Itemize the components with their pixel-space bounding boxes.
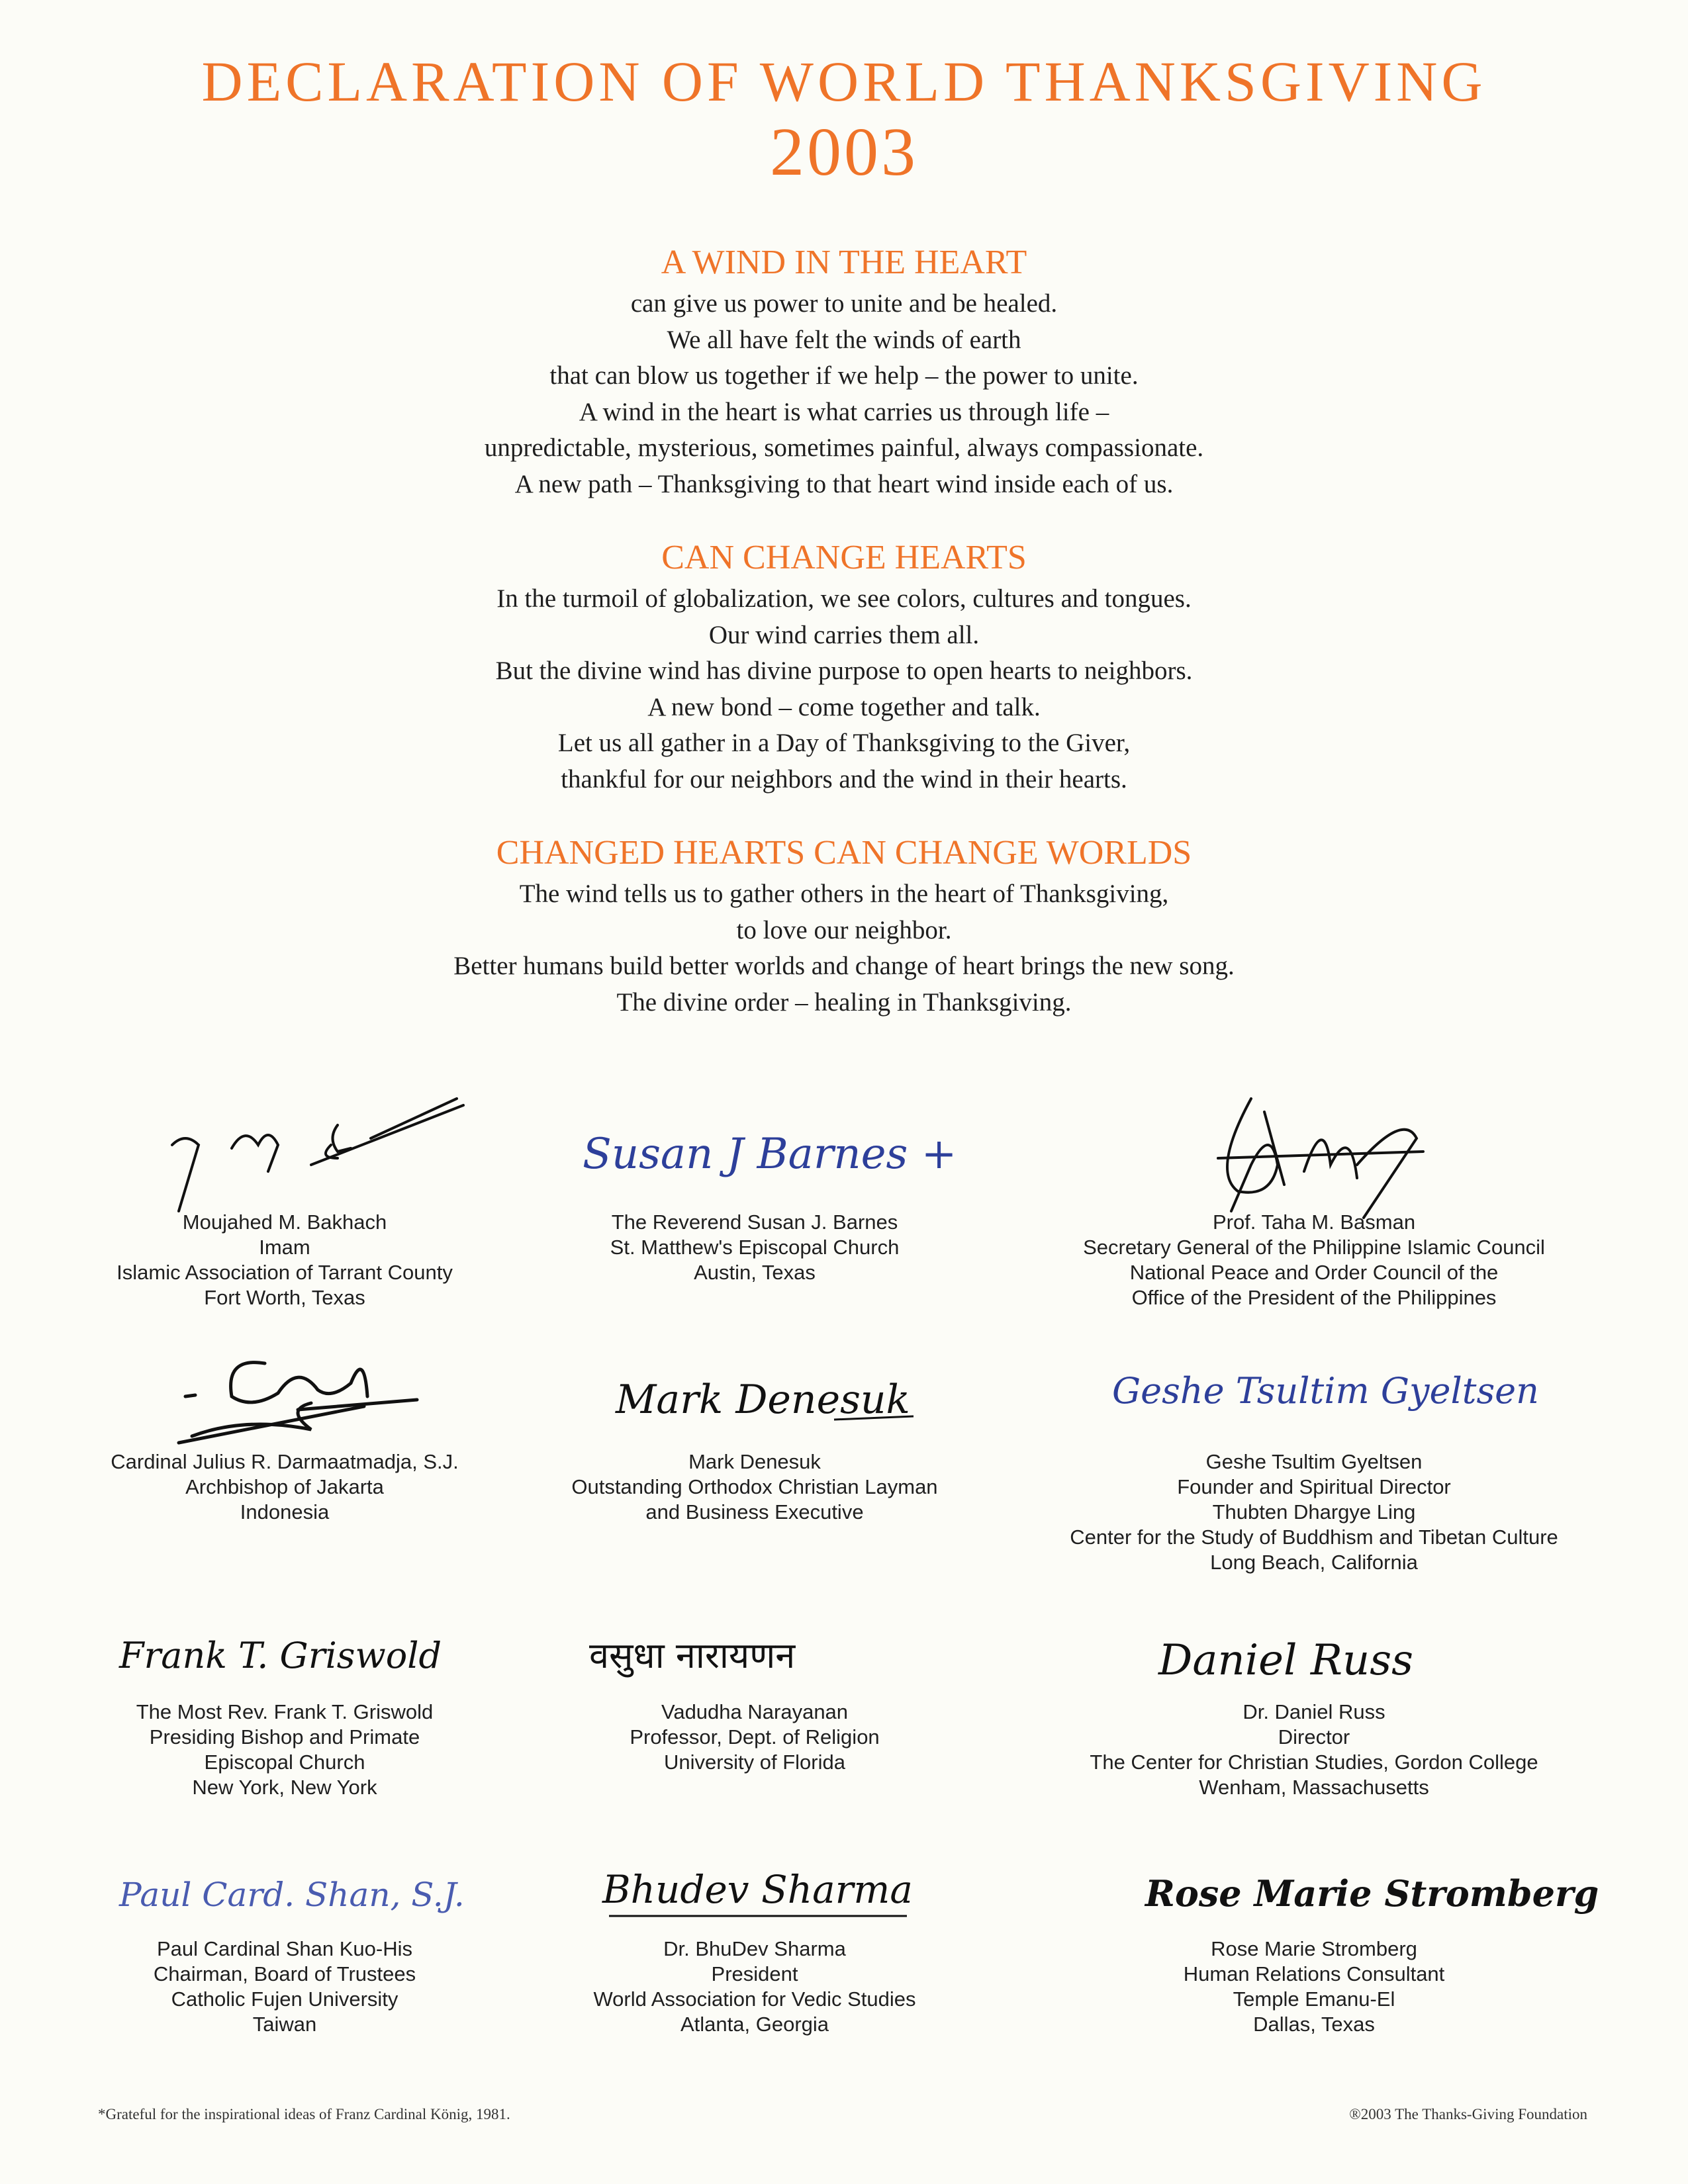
signature-text: Daniel Russ [1158,1636,1413,1685]
signatory-org: The Center for Christian Studies, Gordon College [1090,1751,1538,1774]
signatory-org: Office of the President of the Philippines [1131,1286,1497,1309]
signatory-title: Imam [259,1236,310,1259]
poem-line: Better humans build better worlds and change of heart brings the new song. [453,952,1235,980]
poem-line: But the divine wind has divine purpose to open hearts to neighbors. [495,657,1193,685]
section-wind-in-heart [0,242,1688,502]
signatory-org: Temple Emanu-El [1233,1987,1395,2011]
signature-sharma [596,1846,940,1933]
signature-text: Susan J Barnes + [583,1130,957,1179]
signature-russ [1152,1615,1483,1701]
signatory-location: New York, New York [192,1776,377,1799]
signatory-org: Thubten Dhargye Ling [1212,1500,1416,1524]
poem-line: to love our neighbor. [736,915,952,944]
poem-line: can give us power to unite and be healed. [630,289,1058,318]
signature-basman [1205,1085,1443,1218]
poem-line: unpredictable, mysterious, sometimes painful, always compassionate. [484,433,1204,462]
signature-darmaatmadja [165,1337,444,1449]
signature-bakhach [152,1085,483,1218]
signatory-location: Fort Worth, Texas [204,1286,365,1309]
signatory-russ [1033,1700,1595,1800]
section-heading: CHANGED HEARTS CAN CHANGE WORLDS [496,834,1192,872]
signatory-name: Mark Denesuk [688,1450,821,1473]
signatory-location: Atlanta, Georgia [680,2013,829,2036]
signatory-title: Chairman, Board of Trustees [153,1962,416,1985]
signatory-location: Austin, Texas [694,1261,816,1284]
signatory-name: The Most Rev. Frank T. Griswold [136,1700,434,1723]
signature-text: Geshe Tsultim Gyeltsen [1112,1370,1539,1412]
signature-gyeltsen [1105,1350,1539,1436]
signatory-title: Outstanding Orthodox Christian Layman [571,1475,938,1498]
signature-text: Bhudev Sharma [602,1867,913,1912]
signature-griswold [113,1615,483,1694]
signatory-title: President [711,1962,798,1985]
signatory-name: Prof. Taha M. Basman [1212,1210,1416,1234]
signatory-basman [1033,1210,1595,1310]
signatory-location: Taiwan [252,2013,317,2036]
signatory-name: Cardinal Julius R. Darmaatmadja, S.J. [111,1450,459,1473]
document-year: 2003 [770,114,918,190]
section-change-hearts [0,537,1688,797]
signature-text: Frank T. Griswold [119,1635,442,1676]
signatory-title: Founder and Spiritual Director [1177,1475,1451,1498]
signatory-org: National Peace and Order Council of the [1129,1261,1499,1284]
poem-line: We all have felt the winds of earth [667,325,1021,354]
signatory-org: Episcopal Church [204,1751,365,1774]
signatory-location: Wenham, Massachusetts [1199,1776,1429,1799]
signatory-org: Islamic Association of Tarrant County [117,1261,453,1284]
signature-text: Paul Card. Shan, S.J. [119,1876,465,1914]
poem-line: The wind tells us to gather others in the heart of Thanksgiving, [519,880,1169,908]
copyright-notice: ®2003 The Thanks-Giving Foundation [1349,2106,1587,2122]
signatory-narayanan [473,1700,1036,1775]
poem-line: In the turmoil of globalization, we see colors, cultures and tongues. [496,584,1192,613]
signatory-title: and Business Executive [645,1500,864,1524]
signature-text: वसुधा नारायणन [589,1635,796,1676]
signatory-location: Long Beach, California [1210,1551,1418,1574]
signatory-org: St. Matthew's Episcopal Church [610,1236,900,1259]
signatory-title: Presiding Bishop and Primate [149,1725,420,1749]
signatory-gyeltsen [1033,1449,1595,1575]
signatory-name: Vadudha Narayanan [661,1700,849,1723]
poem-line: A new path – Thanksgiving to that heart wind inside each of us. [514,469,1174,498]
signatory-name: Rose Marie Stromberg [1211,1937,1417,1960]
signature-barnes [576,1105,960,1198]
signatory-title: Director [1278,1725,1350,1749]
poem-line: A new bond – come together and talk. [647,692,1041,721]
signatory-location: Indonesia [240,1500,330,1524]
section-changed-worlds [0,833,1688,1021]
signature-denesuk [609,1350,953,1443]
signatory-name: The Reverend Susan J. Barnes [611,1210,898,1234]
signatory-stromberg [1033,1936,1595,2037]
signature-text: Rose Marie Stromberg [1145,1872,1599,1915]
document-title: DECLARATION OF WORLD THANKSGIVING [201,50,1487,113]
signature-narayanan [583,1615,927,1694]
signatory-name: Dr. Daniel Russ [1243,1700,1385,1723]
poem-line: thankful for our neighbors and the wind in their hearts. [561,764,1127,794]
poem-line: Our wind carries them all. [708,620,980,649]
poem-line: A wind in the heart is what carries us through life – [579,397,1109,426]
section-heading: CAN CHANGE HEARTS [661,539,1027,576]
signature-stromberg [1139,1853,1599,1939]
footnote-inspiration: *Grateful for the inspirational ideas of Franz Cardinal König, 1981. [98,2106,510,2122]
signatory-title: Secretary General of the Philippine Islamic Council [1083,1236,1545,1259]
signatory-location: Dallas, Texas [1253,2013,1375,2036]
signatory-name: Dr. BhuDev Sharma [663,1937,846,1960]
signature-shan [113,1860,483,1933]
signatory-org: Catholic Fujen University [171,1987,399,2011]
section-heading: A WIND IN THE HEART [661,244,1027,281]
signatory-name: Geshe Tsultim Gyeltsen [1205,1450,1423,1473]
signatory-name: Paul Cardinal Shan Kuo-His [157,1937,412,1960]
signatory-title: Professor, Dept. of Religion [630,1725,880,1749]
signatory-org: Center for the Study of Buddhism and Tibetan Culture [1070,1525,1558,1549]
poem-line: Let us all gather in a Day of Thanksgiving to the Giver, [557,729,1131,757]
signatory-org: University of Florida [664,1751,845,1774]
signatory-sharma [473,1936,1036,2037]
signatory-org: World Association for Vedic Studies [593,1987,916,2011]
signatory-title: Archbishop of Jakarta [185,1475,384,1498]
signatory-denesuk [473,1449,1036,1525]
poem-line: that can blow us together if we help – the power to unite. [549,361,1139,390]
signatory-barnes [473,1210,1036,1285]
poem-line: The divine order – healing in Thanksgiving. [616,987,1072,1017]
signature-text: Mark Denesuk [616,1377,910,1423]
signatory-title: Human Relations Consultant [1183,1962,1445,1985]
signatory-name: Moujahed M. Bakhach [182,1210,387,1234]
